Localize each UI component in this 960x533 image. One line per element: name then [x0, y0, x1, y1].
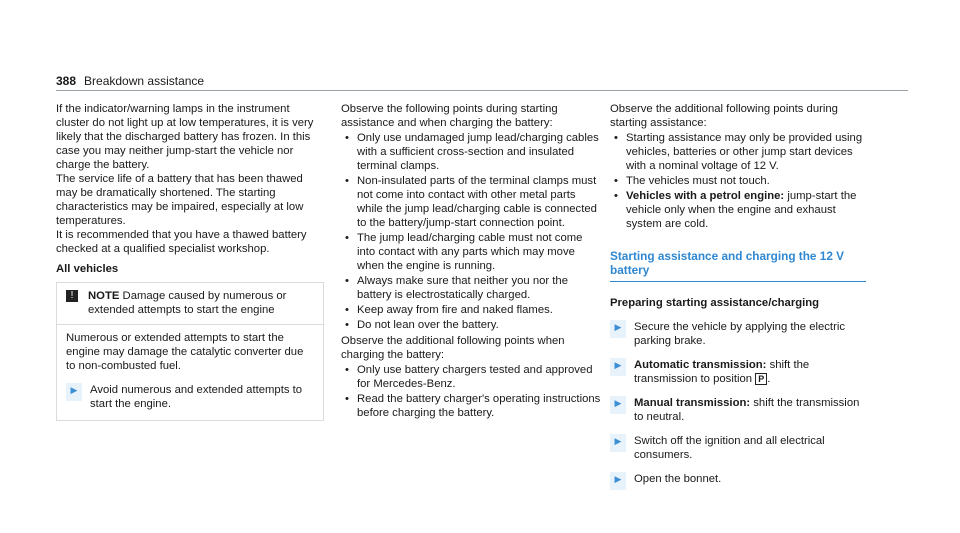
- petrol-engine-text: jump-start the vehicle only when the engine and exhaust system are cold.: [626, 190, 857, 230]
- all-vehicles-heading: All vehicles: [56, 263, 119, 275]
- step: [610, 320, 866, 348]
- section-name: Breakdown assistance: [84, 74, 205, 88]
- automatic-transmission-label: Automatic transmission:: [634, 359, 767, 371]
- list-item: • Do not lean over the battery.: [341, 318, 603, 332]
- step-arrow-icon: ▶: [610, 434, 626, 452]
- page-number: 388: [56, 74, 77, 88]
- column-3: [610, 102, 866, 490]
- note-body: [57, 325, 323, 420]
- additional-points-intro: Observe the additional following points during starting assistance:: [610, 103, 838, 129]
- warning-icon: !: [66, 290, 78, 302]
- column-1: [56, 102, 324, 421]
- note-step: [66, 383, 314, 411]
- note-label: NOTE: [88, 290, 120, 302]
- section-title: Starting assistance and charging the 12 V battery: [610, 249, 866, 282]
- step: [610, 434, 866, 462]
- sub-title: Preparing starting assistance/charging: [610, 297, 820, 309]
- step-text: Switch off the ignition and all electrical consumers.: [634, 435, 825, 461]
- list-item: • Starting assistance may only be provided using vehicles, batteries or other jump start devices with a nominal voltage of 12 V.: [610, 131, 866, 173]
- starting-assistance-intro: Observe the following points during starting assistance and when charging the battery:: [341, 103, 558, 129]
- list-item: • Only use battery chargers tested and approved for Mercedes-Benz.: [341, 363, 603, 391]
- frozen-battery-paragraph: If the indicator/warning lamps in the instrument cluster do not light up at low temperatures, it is very likely that the discharged battery has frozen. In this case you may neither jump-start the vehicle nor charge the battery.: [56, 103, 314, 171]
- step: [610, 358, 866, 386]
- note-title: Damage caused by numerous or extended attempts to start the engine: [88, 290, 287, 316]
- column-2: [341, 102, 603, 422]
- list-item: [610, 189, 866, 231]
- list-item: • The vehicles must not touch.: [610, 174, 866, 188]
- charging-list: [341, 363, 603, 420]
- petrol-engine-label: Vehicles with a petrol engine:: [626, 190, 785, 202]
- step-text: shift the transmission to position: [634, 359, 810, 385]
- step-text: Open the bonnet.: [634, 473, 722, 485]
- header-rule: [56, 90, 908, 91]
- manual-transmission-label: Manual transmission:: [634, 397, 751, 409]
- list-item: • The jump lead/charging cable must not come into contact with any parts which may move when the engine is running.: [341, 231, 603, 273]
- park-position-icon: P: [755, 373, 767, 385]
- additional-points-list: [610, 131, 866, 231]
- step-text: Secure the vehicle by applying the electric parking brake.: [634, 321, 845, 347]
- note-header: [57, 283, 323, 324]
- step-arrow-icon: ▶: [610, 358, 626, 376]
- list-item: • Always make sure that neither you nor the battery is electrostatically charged.: [341, 274, 603, 302]
- step-text-end: .: [767, 373, 771, 385]
- step: [610, 472, 866, 490]
- list-item: • Only use undamaged jump lead/charging cables with a sufficient cross-section and insulated terminal clamps.: [341, 131, 603, 173]
- starting-assistance-list: [341, 131, 603, 332]
- step-text: shift the transmission to neutral.: [634, 397, 860, 423]
- step-arrow-icon: ▶: [610, 320, 626, 338]
- page-header: [56, 74, 204, 88]
- service-life-paragraph: The service life of a battery that has been thawed may be dramatically shortened. The starting characteristics may be impaired, especially at low temperatures.: [56, 173, 304, 227]
- list-item: • Read the battery charger's operating instructions before charging the battery.: [341, 392, 603, 420]
- list-item: • Non-insulated parts of the terminal clamps must not come into contact with other metal parts while the jump lead/charging cable is connected to the battery/jump-start connection point.: [341, 174, 603, 230]
- note-box: [56, 282, 324, 421]
- step: [610, 396, 866, 424]
- step-arrow-icon: ▶: [610, 396, 626, 414]
- note-step-text: Avoid numerous and extended attempts to start the engine.: [90, 384, 303, 410]
- charging-intro: Observe the additional following points when charging the battery:: [341, 335, 565, 361]
- list-item: • Keep away from fire and naked flames.: [341, 303, 603, 317]
- note-body-text: Numerous or extended attempts to start the engine may damage the catalytic converter due to non-combusted fuel.: [66, 332, 304, 372]
- workshop-paragraph: It is recommended that you have a thawed battery checked at a qualified specialist workshop.: [56, 229, 307, 255]
- step-arrow-icon: ▶: [66, 383, 82, 401]
- step-arrow-icon: ▶: [610, 472, 626, 490]
